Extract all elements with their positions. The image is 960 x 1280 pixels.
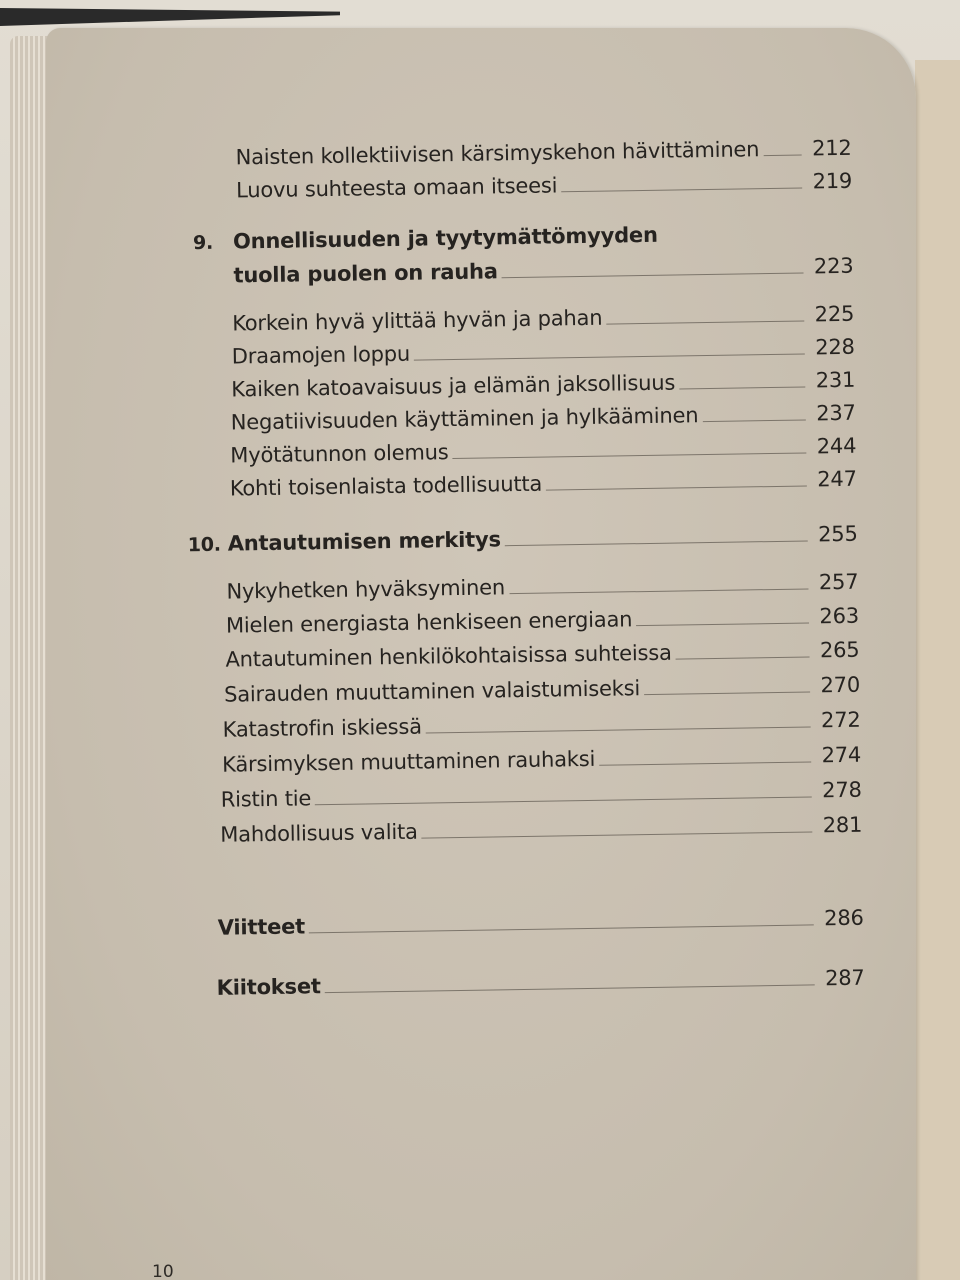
dot-leader <box>606 321 804 325</box>
entry-title: Nykyhetken hyväksyminen <box>226 575 506 604</box>
entry-title: Negatiivisuuden käyttäminen ja hylkääminen <box>230 403 699 435</box>
entry-page: 228 <box>815 334 855 360</box>
entry-title: Antautuminen henkilökohtaisissa suhteissa <box>225 640 672 672</box>
toc-entry <box>231 400 856 436</box>
entry-title: Sairauden muuttaminen valaistumiseksi <box>223 676 641 707</box>
chapter-title: Antautumisen merkitys <box>227 527 501 556</box>
entry-title: Myötätunnon olemus <box>230 440 449 468</box>
entry-page: 270 <box>820 672 861 698</box>
toc-entry <box>232 334 855 370</box>
entry-page: 247 <box>817 466 857 492</box>
toc-entry <box>230 466 857 502</box>
entry-page: 265 <box>819 637 860 663</box>
dot-leader <box>414 354 805 361</box>
toc-entry <box>226 603 859 639</box>
entry-title: Ristin tie <box>220 786 312 812</box>
entry-page: 263 <box>819 603 860 629</box>
toc-entry <box>226 569 858 605</box>
entry-page: 278 <box>821 777 862 803</box>
dot-leader <box>509 588 808 594</box>
dot-leader <box>763 155 801 157</box>
toc-entry <box>222 742 861 778</box>
dot-leader <box>702 419 805 422</box>
entry-title: Kiitokset <box>216 974 321 1000</box>
dot-leader <box>676 656 810 659</box>
toc-entry <box>230 433 856 469</box>
dot-leader <box>426 726 811 733</box>
entry-page: 231 <box>815 367 856 393</box>
entry-title: Kärsimyksen muuttaminen rauhaksi <box>221 746 596 777</box>
entry-page: 286 <box>823 905 864 931</box>
chapter-9-heading <box>193 219 853 256</box>
toc-entry <box>220 812 862 848</box>
entry-page: 225 <box>814 301 855 327</box>
entry-title: Naisten kollektiivisen kärsimyskehon hävittäminen <box>235 137 760 170</box>
entry-title: Viitteet <box>217 914 306 940</box>
dot-leader <box>599 761 811 765</box>
chapter-10-heading <box>188 521 858 559</box>
chapter-page: 223 <box>813 253 854 279</box>
chapter-title-line2: tuolla puolen on rauha <box>233 259 498 288</box>
dot-leader <box>505 540 808 546</box>
dot-leader <box>325 984 815 993</box>
toc-entry <box>221 777 862 813</box>
entry-page: 219 <box>812 168 853 194</box>
entry-title: Mielen energiasta henkiseen energiaan <box>225 607 633 638</box>
toc-entry <box>225 637 859 673</box>
dot-leader <box>502 273 804 279</box>
toc-entry <box>232 301 854 337</box>
toc-entry <box>235 135 851 171</box>
chapter-title-line1: Onnellisuuden ja tyytymättömyyden <box>232 222 658 254</box>
page-number: 10 <box>152 1262 174 1280</box>
entry-page: 212 <box>811 135 852 161</box>
entry-title: Kaiken katoavaisuus ja elämän jaksollisuus <box>231 370 676 402</box>
toc-entry <box>236 168 852 204</box>
entry-page: 257 <box>818 569 859 595</box>
toc-entry-acknowledgements <box>216 965 864 1001</box>
entry-page: 274 <box>821 742 862 768</box>
toc-entry-notes <box>218 905 864 941</box>
entry-title: Katastrofin iskiessä <box>222 714 423 742</box>
chapter-page: 255 <box>817 521 858 547</box>
dot-leader <box>453 452 807 459</box>
entry-page: 237 <box>816 400 856 426</box>
entry-page: 287 <box>824 965 865 991</box>
dot-leader <box>561 188 802 193</box>
entry-title: Korkein hyvä ylittää hyvän ja pahan <box>232 305 603 336</box>
entry-page: 272 <box>820 707 861 733</box>
chapter-9-heading-line2 <box>233 253 853 289</box>
dot-leader <box>546 485 807 490</box>
dot-leader <box>309 924 814 933</box>
entry-page: 281 <box>822 812 863 838</box>
dot-leader <box>636 622 809 626</box>
entry-title: Kohti toisenlaista todellisuutta <box>229 471 543 501</box>
toc-entry <box>222 707 860 743</box>
toc-entry <box>224 672 860 708</box>
dot-leader <box>679 386 805 389</box>
entry-title: Mahdollisuus valita <box>220 819 418 847</box>
toc-entry <box>231 367 855 403</box>
chapter-number: 9. <box>192 231 214 255</box>
entry-page: 244 <box>816 433 857 459</box>
entry-title: Luovu suhteesta omaan itseesi <box>235 173 558 203</box>
entry-title: Draamojen loppu <box>231 341 411 369</box>
chapter-number: 10. <box>187 533 221 557</box>
dot-leader <box>644 691 810 695</box>
dot-leader <box>315 796 812 805</box>
dot-leader <box>422 831 813 838</box>
